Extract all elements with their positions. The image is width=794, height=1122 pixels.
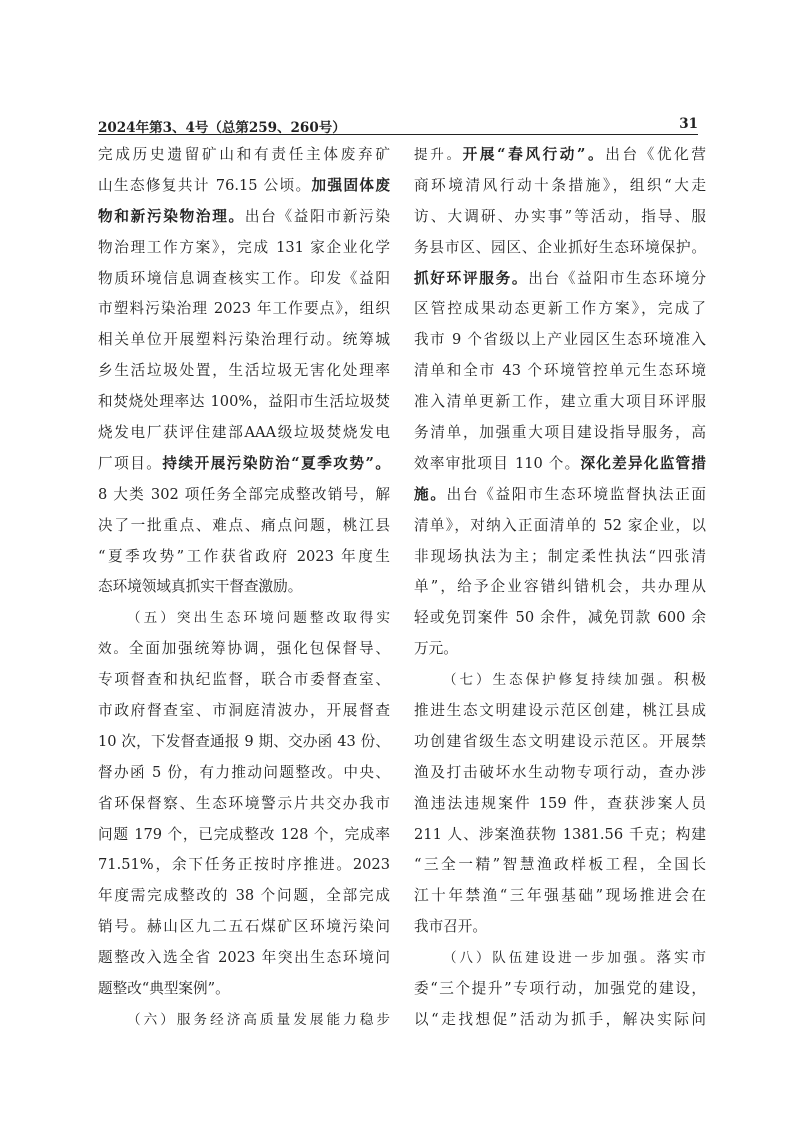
subheading: 深化差异化监管措 [580, 454, 706, 472]
text-line: 商环境清风行动十条措施》，组织“大走 [414, 176, 706, 194]
text-line: 效。全面加强统筹协调，强化包保督导、 [98, 640, 390, 658]
text-line: 71.51%，余下任务正按时序推进。2023 [98, 856, 390, 874]
text-line: 清单》，对纳入正面清单的 52 家企业，以 [414, 516, 706, 534]
right-column [414, 140, 706, 1036]
text-line: 决了一批重点、难点、痛点问题，桃江县 [98, 516, 390, 534]
text-line: 务县市区、园区、企业抓好生态环境保护。 [414, 238, 706, 256]
text-line: 万元。 [414, 640, 458, 658]
header-rule [98, 134, 698, 135]
text-line: 渔违法违规案件 159 件，查获涉案人员 [414, 794, 706, 812]
text-line: 以“走找想促”活动为抓手，解决实际问 [414, 1010, 706, 1028]
subheading: 抓好环评服务。 [414, 269, 529, 287]
text-line: 功创建省级生态文明建设示范区。开展禁 [414, 732, 706, 750]
text-line: 态环境领域真抓实干督查激励。 [98, 578, 303, 596]
text-line: 题整改“典型案例”。 [98, 980, 230, 998]
text-line: 提升。开展“春风行动”。出台《优化营 [414, 146, 706, 163]
text-line: 乡生活垃圾处置，生活垃圾无害化处理率 [98, 362, 390, 380]
subheading: 物和新污染物治理。 [98, 207, 245, 225]
text-line: 推进生态文明建设示范区创建，桃江县成 [414, 702, 706, 720]
text-line: 准入清单更新工作，建立重大项目环评服 [414, 393, 706, 411]
text-line: 效率审批项目 110 个。深化差异化监管措 [414, 454, 706, 472]
text-line: 区管控成果动态更新工作方案》，完成了 [414, 300, 706, 318]
section-heading: （六）服务经济高质量发展能力稳步 [127, 1011, 390, 1028]
issue-label: 2024年第3、4号（总第259、260号） [98, 120, 346, 136]
text-line: 8 大类 302 项任务全部完成整改销号，解 [98, 485, 390, 503]
text-line: 施。出台《益阳市生态环境监督执法正面 [414, 485, 706, 503]
text-line: 抓好环评服务。出台《益阳市生态环境分 [414, 269, 706, 287]
text-line: 物和新污染物治理。出台《益阳市新污染 [98, 207, 390, 225]
text-line: 轻或免罚案件 50 余件，减免罚款 600 余 [414, 609, 706, 627]
text-line: 厂项目。持续开展污染防治“夏季攻势”。 [98, 454, 390, 472]
subheading: 施。 [414, 485, 447, 503]
text-line: 烧发电厂获评住建部AAA级垃圾焚烧发电 [98, 424, 390, 442]
text-line: 物治理工作方案》，完成 131 家企业化学 [98, 238, 390, 256]
text-line: 单”，给予企业容错纠错机会，共办理从 [414, 578, 706, 596]
subheading: 持续开展污染防治“夏季攻势”。 [162, 454, 390, 472]
text-line: 我市 9 个省级以上产业园区生态环境准入 [414, 331, 706, 349]
text-line: 专项督查和执纪监督，联合市委督查室、 [98, 671, 390, 689]
subheading: 开展“春风行动”。 [462, 146, 606, 163]
text-line: 相关单位开展塑料污染治理行动。统筹城 [98, 331, 390, 349]
left-column [98, 140, 390, 1036]
text-line: 非现场执法为主；制定柔性执法“四张清 [414, 547, 706, 565]
running-header [98, 116, 698, 134]
text-line: “三全一精”智慧渔政样板工程，全国长 [414, 856, 706, 874]
text-line: 年度需完成整改的 38 个问题，全部完成 [98, 887, 390, 905]
text-line: 务清单，加强重大项目建设指导服务，高 [414, 424, 706, 442]
text-line: 和焚烧处理率达 100%，益阳市生活垃圾焚 [98, 393, 390, 411]
text-line: 访、大调研、办实事”等活动，指导、服 [414, 207, 706, 225]
text-line: 问题 179 个，已完成整改 128 个，完成率 [98, 825, 390, 843]
text-line: 销号。赫山区九二五石煤矿区环境污染问 [98, 918, 390, 936]
text-line: 物质环境信息调查核实工作。印发《益阳 [98, 269, 390, 287]
section-heading: （五）突出生态环境问题整改取得实 [127, 610, 390, 627]
subheading: 加强固体废 [311, 176, 390, 194]
text-line: 市政府督查室、市洞庭清波办，开展督查 [98, 702, 390, 720]
text-line: 省环保督察、生态环境警示片共交办我市 [98, 794, 390, 812]
page-number: 31 [679, 116, 698, 132]
text-line: 清单和全市 43 个环境管控单元生态环境 [414, 362, 706, 380]
text-line: 渔及打击破坏水生动物专项行动，查办涉 [414, 763, 706, 781]
text-line: 我市召开。 [414, 918, 487, 936]
section-heading: （七）生态保护修复持续加强。积极 [443, 671, 706, 689]
text-line: “夏季攻势”工作获省政府 2023 年度生 [98, 547, 390, 565]
text-line: 督办函 5 份，有力推动问题整改。中央、 [98, 763, 390, 781]
text-line: 211 人、涉案渔获物 1381.56 千克；构建 [414, 825, 706, 843]
text-line: 山生态修复共计 76.15 公顷。加强固体废 [98, 176, 390, 194]
text-line: 委“三个提升”专项行动，加强党的建设， [414, 980, 706, 998]
text-line: 江十年禁渔“三年强基础”现场推进会在 [414, 887, 706, 905]
text-line: 完成历史遗留矿山和有责任主体废弃矿 [98, 146, 390, 163]
section-heading: （八）队伍建设进一步加强。落实市 [443, 949, 706, 967]
text-line: 10 次，下发督查通报 9 期、交办函 43 份、 [98, 732, 390, 750]
text-line: 市塑料污染治理 2023 年工作要点》，组织 [98, 300, 390, 318]
text-line: 题整改入选全省 2023 年突出生态环境问 [98, 949, 390, 967]
